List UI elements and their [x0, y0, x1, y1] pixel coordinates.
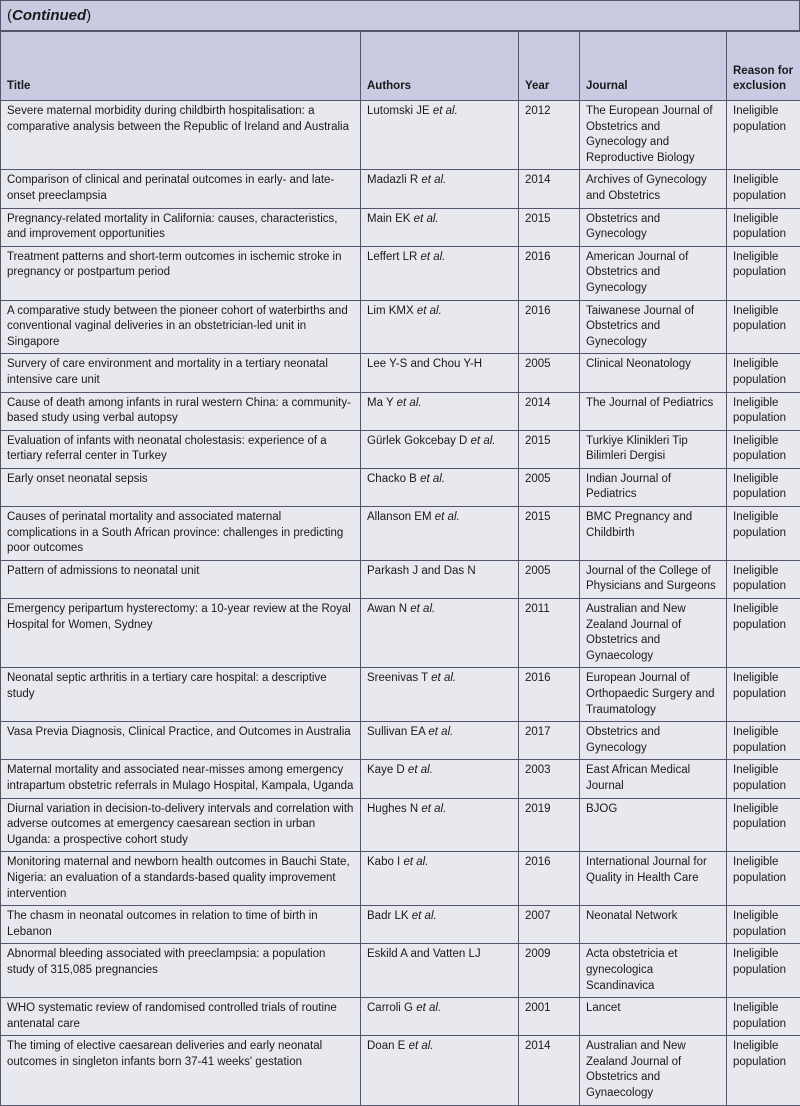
cell-title: A comparative study between the pioneer cohort of waterbirths and conventional vaginal deliveries in an obstetrician-led unit in Singapore: [1, 300, 361, 354]
cell-year: 2015: [519, 208, 580, 246]
cell-year: 2011: [519, 599, 580, 668]
cell-authors: [361, 944, 519, 998]
cell-title: Evaluation of infants with neonatal cholestasis: experience of a tertiary referral center in Turkey: [1, 430, 361, 468]
header-row: [1, 32, 800, 101]
cell-year: 2016: [519, 246, 580, 300]
cell-reason: Ineligible population: [727, 906, 800, 944]
author-names: Parkash J and Das N: [367, 565, 476, 577]
author-names: Sullivan EA: [367, 726, 425, 738]
cell-reason: Ineligible population: [727, 1036, 800, 1105]
table-row: [1, 668, 800, 722]
cell-authors: [361, 101, 519, 170]
cell-authors: [361, 246, 519, 300]
author-names: Kaye D: [367, 764, 405, 776]
table-row: [1, 246, 800, 300]
et-al: et al.: [421, 251, 446, 263]
cell-authors: [361, 208, 519, 246]
cell-title: The timing of elective caesarean deliveries and early neonatal outcomes in singleton infants born 37-41 weeks' gestation: [1, 1036, 361, 1105]
cell-reason: Ineligible population: [727, 798, 800, 852]
cell-journal: Turkiye Klinikleri Tip Bilimleri Dergisi: [580, 430, 727, 468]
cell-reason: Ineligible population: [727, 668, 800, 722]
table-row: [1, 798, 800, 852]
cell-journal: Neonatal Network: [580, 906, 727, 944]
table-row: [1, 1036, 800, 1105]
cell-authors: [361, 998, 519, 1036]
cell-reason: Ineligible population: [727, 852, 800, 906]
cell-journal: East African Medical Journal: [580, 760, 727, 798]
excluded-studies-table: [0, 31, 800, 1106]
author-names: Hughes N: [367, 803, 418, 815]
cell-journal: Acta obstetricia et gynecologica Scandinavica: [580, 944, 727, 998]
cell-journal: The European Journal of Obstetrics and Gynecology and Reproductive Biology: [580, 101, 727, 170]
cell-journal: Lancet: [580, 998, 727, 1036]
cell-journal: Indian Journal of Pediatrics: [580, 468, 727, 506]
cell-reason: Ineligible population: [727, 101, 800, 170]
et-al: et al.: [431, 672, 456, 684]
cell-reason: Ineligible population: [727, 998, 800, 1036]
table-row: [1, 998, 800, 1036]
cell-journal: American Journal of Obstetrics and Gynecology: [580, 246, 727, 300]
cell-authors: [361, 507, 519, 561]
cell-reason: Ineligible population: [727, 170, 800, 208]
cell-year: 2014: [519, 170, 580, 208]
cell-journal: The Journal of Pediatrics: [580, 392, 727, 430]
table-row: [1, 722, 800, 760]
cell-year: 2014: [519, 1036, 580, 1105]
cell-authors: [361, 560, 519, 598]
cell-authors: [361, 1036, 519, 1105]
et-al: et al.: [409, 1040, 434, 1052]
header-journal: Journal: [580, 32, 727, 101]
et-al: et al.: [420, 473, 445, 485]
header-title: Title: [1, 32, 361, 101]
table-row: [1, 392, 800, 430]
cell-journal: BJOG: [580, 798, 727, 852]
et-al: et al.: [397, 397, 422, 409]
author-names: Lee Y-S and Chou Y-H: [367, 358, 482, 370]
header-authors: Authors: [361, 32, 519, 101]
cell-title: Vasa Previa Diagnosis, Clinical Practice, and Outcomes in Australia: [1, 722, 361, 760]
table-row: [1, 852, 800, 906]
cell-journal: Obstetrics and Gynecology: [580, 722, 727, 760]
cell-title: WHO systematic review of randomised controlled trials of routine antenatal care: [1, 998, 361, 1036]
et-al: et al.: [421, 803, 446, 815]
cell-year: 2012: [519, 101, 580, 170]
cell-title: Diurnal variation in decision-to-delivery intervals and correlation with adverse outcomes at emergency caesarean section in urban Uganda: a prospective cohort study: [1, 798, 361, 852]
cell-title: Survery of care environment and mortality in a tertiary neonatal intensive care unit: [1, 354, 361, 392]
author-names: Lim KMX: [367, 305, 414, 317]
table-row: [1, 906, 800, 944]
cell-year: 2015: [519, 507, 580, 561]
table-row: [1, 300, 800, 354]
cell-authors: [361, 354, 519, 392]
table-row: [1, 354, 800, 392]
cell-journal: Australian and New Zealand Journal of Obstetrics and Gynaecology: [580, 1036, 727, 1105]
cell-year: 2007: [519, 906, 580, 944]
cell-year: 2005: [519, 560, 580, 598]
cell-title: Causes of perinatal mortality and associated maternal complications in a South African province: challenges in predicting poor outcomes: [1, 507, 361, 561]
cell-authors: [361, 906, 519, 944]
table-row: [1, 468, 800, 506]
et-al: et al.: [421, 174, 446, 186]
cell-title: Cause of death among infants in rural western China: a community-based study using verbal autopsy: [1, 392, 361, 430]
cell-year: 2016: [519, 668, 580, 722]
cell-reason: Ineligible population: [727, 300, 800, 354]
et-al: et al.: [414, 213, 439, 225]
table-row: [1, 760, 800, 798]
author-names: Leffert LR: [367, 251, 417, 263]
cell-reason: Ineligible population: [727, 944, 800, 998]
cell-journal: Taiwanese Journal of Obstetrics and Gynecology: [580, 300, 727, 354]
et-al: et al.: [412, 910, 437, 922]
header-year: Year: [519, 32, 580, 101]
banner-close-paren: ): [86, 7, 91, 24]
author-names: Allanson EM: [367, 511, 432, 523]
cell-authors: [361, 852, 519, 906]
cell-year: 2005: [519, 468, 580, 506]
author-names: Madazli R: [367, 174, 418, 186]
cell-journal: Journal of the College of Physicians and Surgeons: [580, 560, 727, 598]
cell-journal: BMC Pregnancy and Childbirth: [580, 507, 727, 561]
author-names: Eskild A and Vatten LJ: [367, 948, 481, 960]
cell-authors: [361, 468, 519, 506]
cell-title: Abnormal bleeding associated with preeclampsia: a population study of 315,085 pregnancies: [1, 944, 361, 998]
cell-title: Early onset neonatal sepsis: [1, 468, 361, 506]
cell-journal: Australian and New Zealand Journal of Obstetrics and Gynaecology: [580, 599, 727, 668]
cell-title: The chasm in neonatal outcomes in relation to time of birth in Lebanon: [1, 906, 361, 944]
header-reason: Reason for exclusion: [727, 32, 800, 101]
cell-authors: [361, 798, 519, 852]
cell-year: 2014: [519, 392, 580, 430]
et-al: et al.: [410, 603, 435, 615]
author-names: Carroli G: [367, 1002, 413, 1014]
et-al: et al.: [433, 105, 458, 117]
author-names: Badr LK: [367, 910, 409, 922]
et-al: et al.: [428, 726, 453, 738]
banner-open-paren: (: [7, 7, 12, 24]
table-row: [1, 101, 800, 170]
table-row: [1, 507, 800, 561]
cell-authors: [361, 430, 519, 468]
author-names: Ma Y: [367, 397, 393, 409]
cell-authors: [361, 300, 519, 354]
cell-year: 2017: [519, 722, 580, 760]
cell-journal: International Journal for Quality in Health Care: [580, 852, 727, 906]
cell-reason: Ineligible population: [727, 599, 800, 668]
table-row: [1, 560, 800, 598]
cell-year: 2001: [519, 998, 580, 1036]
et-al: et al.: [416, 1002, 441, 1014]
cell-year: 2005: [519, 354, 580, 392]
author-names: Main EK: [367, 213, 410, 225]
cell-year: 2003: [519, 760, 580, 798]
cell-reason: Ineligible population: [727, 722, 800, 760]
et-al: et al.: [435, 511, 460, 523]
author-names: Lutomski JE: [367, 105, 430, 117]
cell-authors: [361, 599, 519, 668]
cell-authors: [361, 392, 519, 430]
cell-reason: Ineligible population: [727, 208, 800, 246]
cell-reason: Ineligible population: [727, 760, 800, 798]
cell-title: Treatment patterns and short-term outcomes in ischemic stroke in pregnancy or postpartum period: [1, 246, 361, 300]
cell-journal: Obstetrics and Gynecology: [580, 208, 727, 246]
cell-reason: Ineligible population: [727, 468, 800, 506]
cell-authors: [361, 668, 519, 722]
cell-year: 2019: [519, 798, 580, 852]
cell-title: Maternal mortality and associated near-misses among emergency intrapartum obstetric referrals in Mulago Hospital, Kampala, Uganda: [1, 760, 361, 798]
author-names: Awan N: [367, 603, 407, 615]
et-al: et al.: [403, 856, 428, 868]
cell-title: Neonatal septic arthritis in a tertiary care hospital: a descriptive study: [1, 668, 361, 722]
cell-journal: Clinical Neonatology: [580, 354, 727, 392]
cell-title: Pregnancy-related mortality in California: causes, characteristics, and improvement opportunities: [1, 208, 361, 246]
table-row: [1, 170, 800, 208]
et-al: et al.: [408, 764, 433, 776]
cell-title: Comparison of clinical and perinatal outcomes in early- and late-onset preeclampsia: [1, 170, 361, 208]
cell-reason: Ineligible population: [727, 354, 800, 392]
cell-authors: [361, 722, 519, 760]
cell-title: Emergency peripartum hysterectomy: a 10-year review at the Royal Hospital for Women, Sydney: [1, 599, 361, 668]
author-names: Sreenivas T: [367, 672, 428, 684]
cell-authors: [361, 760, 519, 798]
table-continued-banner: [0, 0, 800, 31]
table-row: [1, 944, 800, 998]
cell-year: 2016: [519, 852, 580, 906]
cell-reason: Ineligible population: [727, 430, 800, 468]
cell-authors: [361, 170, 519, 208]
cell-reason: Ineligible population: [727, 560, 800, 598]
author-names: Kabo I: [367, 856, 400, 868]
cell-year: 2009: [519, 944, 580, 998]
cell-title: Severe maternal morbidity during childbirth hospitalisation: a comparative analysis between the Republic of Ireland and Australia: [1, 101, 361, 170]
table-row: [1, 208, 800, 246]
cell-title: Monitoring maternal and newborn health outcomes in Bauchi State, Nigeria: an evaluation of a standards-based quality improvement intervention: [1, 852, 361, 906]
author-names: Chacko B: [367, 473, 417, 485]
cell-title: Pattern of admissions to neonatal unit: [1, 560, 361, 598]
cell-reason: Ineligible population: [727, 392, 800, 430]
author-names: Doan E: [367, 1040, 405, 1052]
et-al: et al.: [471, 435, 496, 447]
cell-journal: Archives of Gynecology and Obstetrics: [580, 170, 727, 208]
cell-year: 2016: [519, 300, 580, 354]
table-row: [1, 430, 800, 468]
et-al: et al.: [417, 305, 442, 317]
continued-label: Continued: [12, 7, 86, 24]
cell-reason: Ineligible population: [727, 507, 800, 561]
table-row: [1, 599, 800, 668]
cell-year: 2015: [519, 430, 580, 468]
cell-journal: European Journal of Orthopaedic Surgery and Traumatology: [580, 668, 727, 722]
author-names: Gürlek Gokcebay D: [367, 435, 467, 447]
cell-reason: Ineligible population: [727, 246, 800, 300]
